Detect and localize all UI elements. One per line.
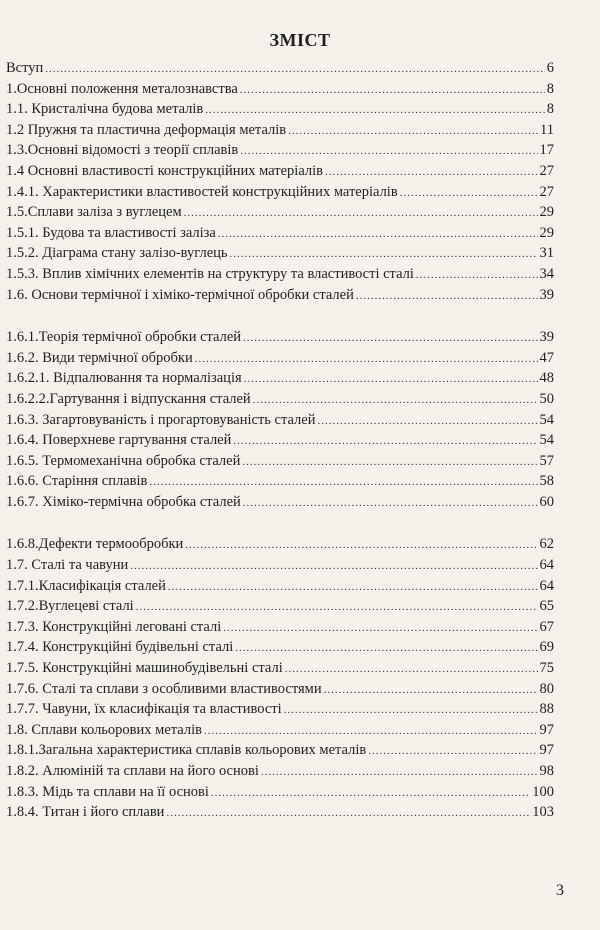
toc-entry-page: 97: [539, 721, 554, 738]
toc-entry: [6, 432, 554, 453]
toc-entry-page: 64: [539, 557, 554, 574]
dot-leader: [400, 187, 538, 199]
toc-entry: [6, 266, 554, 287]
dot-leader: [230, 248, 538, 260]
toc-entry-title: 1.3.Основні відомості з теорії сплавів: [6, 142, 239, 159]
toc-entry: [6, 122, 554, 143]
toc-entry-page: 98: [539, 763, 554, 779]
toc-entry-page: 103: [532, 804, 554, 821]
dot-leader: [356, 290, 538, 302]
toc-entry: [6, 494, 554, 515]
dot-leader: [45, 63, 544, 75]
toc-entry: [6, 742, 554, 763]
toc-entry-title: 1.6.2.1. Відпалювання та нормалізація: [6, 370, 242, 387]
toc-entry-title: 1.5.2. Діаграма стану залізо-вуглець: [6, 245, 228, 262]
dot-leader: [325, 166, 538, 178]
toc-entry-title: 1.7.1.Класифікація сталей: [6, 577, 166, 594]
toc-entry-title: 1.7.4. Конструкційні будівельні сталі: [6, 639, 234, 656]
toc-entry-title: 1.7.2.Вуглецеві сталі: [6, 598, 134, 615]
toc-entry-title: 1.8. Сплави кольорових металів: [6, 721, 202, 738]
toc-entry: [6, 142, 554, 163]
dot-leader: [261, 766, 538, 778]
toc-entry: [6, 598, 554, 619]
toc-entry-page: 29: [539, 224, 554, 241]
toc-entry: [6, 81, 554, 102]
toc-entry-title: 1.7.5. Конструкційні машинобудівельні сталі: [6, 660, 283, 677]
toc-entry-page: 57: [539, 452, 554, 469]
dot-leader: [211, 787, 530, 799]
dot-leader: [240, 145, 537, 157]
toc-entry-title: 1.7.3. Конструкційні леговані сталі: [6, 618, 222, 635]
dot-leader: [244, 373, 538, 385]
dot-leader: [168, 581, 538, 593]
dot-leader: [233, 435, 537, 447]
toc-entry-title: 1.1. Кристалічна будова металів: [6, 101, 204, 118]
toc-entry-title: 1.6.8.Дефекти термообробки: [6, 536, 184, 553]
toc-entry-page: 48: [539, 370, 554, 387]
toc-entry-title: 1.7.7. Чавуни, їх класифікація та властивості: [6, 701, 282, 718]
toc-entry: [6, 784, 554, 805]
toc-entry-page: 11: [540, 121, 554, 138]
toc-entry-page: 75: [539, 660, 554, 677]
toc-entry-title: 1.Основні положення металознавства: [6, 80, 238, 97]
toc-entry: [6, 350, 554, 371]
toc-entry-page: 6: [546, 60, 554, 76]
toc-entry-title: 1.8.2. Алюміній та сплави на його основі: [6, 763, 259, 779]
toc-entry-page: 31: [539, 245, 554, 262]
page-number: 3: [556, 882, 564, 899]
toc-entry-page: 60: [539, 493, 554, 510]
toc-entry-page: 100: [532, 783, 554, 800]
dot-leader: [243, 332, 537, 344]
toc-entry: [6, 370, 554, 391]
toc-entry-title: 1.8.4. Титан і його сплави: [6, 804, 165, 821]
toc-entry-title: Вступ: [6, 60, 44, 76]
toc-entry-title: 1.6.6. Старіння сплавів: [6, 473, 148, 490]
toc-entry: [6, 473, 554, 494]
toc-entry: [6, 329, 554, 350]
toc-entry-page: 88: [539, 701, 554, 718]
dot-leader: [218, 228, 538, 240]
toc-entry: [6, 763, 554, 784]
toc-entry-page: 27: [539, 183, 554, 200]
dot-leader: [184, 207, 538, 219]
dot-leader: [185, 539, 537, 551]
toc-entry-page: 50: [539, 390, 554, 407]
toc-entry: [6, 60, 554, 81]
toc-entry-page: 58: [539, 473, 554, 490]
toc-entry: [6, 245, 554, 266]
toc-entry-page: 47: [539, 349, 554, 366]
toc-entry-title: 1.6.7. Хіміко-термічна обробка сталей: [6, 493, 241, 510]
dot-leader: [288, 125, 538, 137]
toc-entry-title: 1.6.2. Види термічної обробки: [6, 349, 193, 366]
dot-leader: [253, 394, 538, 406]
dot-leader: [195, 353, 538, 365]
dot-leader: [130, 560, 537, 572]
dot-leader: [240, 84, 545, 96]
toc-entry: [6, 287, 554, 308]
dot-leader: [136, 601, 538, 613]
toc-entry: [6, 660, 554, 681]
table-of-contents: [6, 60, 554, 825]
toc-entry: [6, 101, 554, 122]
dot-leader: [317, 415, 537, 427]
toc-entry: [6, 578, 554, 599]
toc-entry: [6, 681, 554, 702]
toc-entry: [6, 722, 554, 743]
toc-entry-page: 69: [539, 639, 554, 656]
toc-entry-title: 1.5.Сплави заліза з вуглецем: [6, 204, 182, 221]
toc-entry-page: 64: [539, 577, 554, 594]
toc-entry-page: 67: [539, 618, 554, 635]
toc-entry: [6, 184, 554, 205]
toc-entry-page: 8: [546, 101, 554, 118]
toc-entry-title: 1.6.5. Термомеханічна обробка сталей: [6, 452, 241, 469]
toc-entry: [6, 204, 554, 225]
dot-leader: [285, 663, 538, 675]
toc-entry-title: 1.7.6. Сталі та сплави з особливими властивостями: [6, 680, 322, 697]
toc-entry: [6, 804, 554, 825]
toc-entry-page: 80: [539, 680, 554, 697]
toc-entry-page: 65: [539, 598, 554, 615]
group-spacer: [6, 514, 554, 536]
toc-entry-title: 1.6.2.2.Гартування і відпускання сталей: [6, 390, 251, 407]
toc-entry: [6, 557, 554, 578]
toc-entry-page: 8: [546, 80, 554, 97]
dot-leader: [235, 642, 537, 654]
dot-leader: [416, 269, 538, 281]
toc-entry-title: 1.4 Основні властивості конструкційних матеріалів: [6, 162, 323, 179]
dot-leader: [223, 622, 537, 634]
toc-entry-title: 1.2 Пружня та пластична деформація металів: [6, 121, 287, 138]
dot-leader: [243, 497, 538, 509]
page-title: ЗМІСТ: [269, 30, 331, 50]
toc-entry-page: 39: [539, 286, 554, 303]
toc-entry-page: 54: [539, 411, 554, 428]
toc-entry-page: 97: [539, 742, 554, 759]
toc-entry-title: 1.7. Сталі та чавуни: [6, 557, 129, 574]
toc-entry-page: 17: [539, 142, 554, 159]
dot-leader: [149, 476, 537, 488]
toc-entry-title: 1.5.1. Будова та властивості заліза: [6, 224, 216, 241]
group-spacer: [6, 307, 554, 329]
toc-entry-title: 1.6. Основи термічної і хіміко-термічної обробки сталей: [6, 286, 354, 303]
toc-entry-title: 1.6.3. Загартовуваність і прогартовуваність сталей: [6, 411, 316, 428]
toc-entry-page: 27: [539, 162, 554, 179]
toc-entry-page: 39: [539, 329, 554, 346]
toc-entry: [6, 391, 554, 412]
toc-entry: [6, 412, 554, 433]
dot-leader: [166, 807, 530, 819]
dot-leader: [242, 456, 537, 468]
toc-entry-title: 1.8.1.Загальна характеристика сплавів кольорових металів: [6, 742, 367, 759]
dot-leader: [324, 684, 538, 696]
toc-entry-page: 34: [539, 265, 554, 282]
toc-entry: [6, 639, 554, 660]
dot-leader: [205, 104, 544, 116]
toc-entry: [6, 225, 554, 246]
toc-entry-title: 1.6.1.Теорія термічної обробки сталей: [6, 329, 242, 346]
dot-leader: [204, 725, 538, 737]
dot-leader: [368, 745, 537, 757]
dot-leader: [284, 704, 538, 716]
toc-entry: [6, 163, 554, 184]
toc-entry: [6, 701, 554, 722]
toc-entry: [6, 536, 554, 557]
toc-entry-title: 1.8.3. Мідь та сплави на її основі: [6, 783, 209, 800]
toc-entry-title: 1.4.1. Характеристики властивостей конструкційних матеріалів: [6, 183, 398, 200]
toc-entry: [6, 453, 554, 474]
toc-entry-title: 1.5.3. Вплив хімічних елементів на структуру та властивості сталі: [6, 265, 414, 282]
toc-entry-title: 1.6.4. Поверхневе гартування сталей: [6, 432, 232, 449]
toc-entry: [6, 619, 554, 640]
toc-entry-page: 62: [539, 536, 554, 553]
toc-entry-page: 29: [539, 204, 554, 221]
toc-entry-page: 54: [539, 432, 554, 449]
